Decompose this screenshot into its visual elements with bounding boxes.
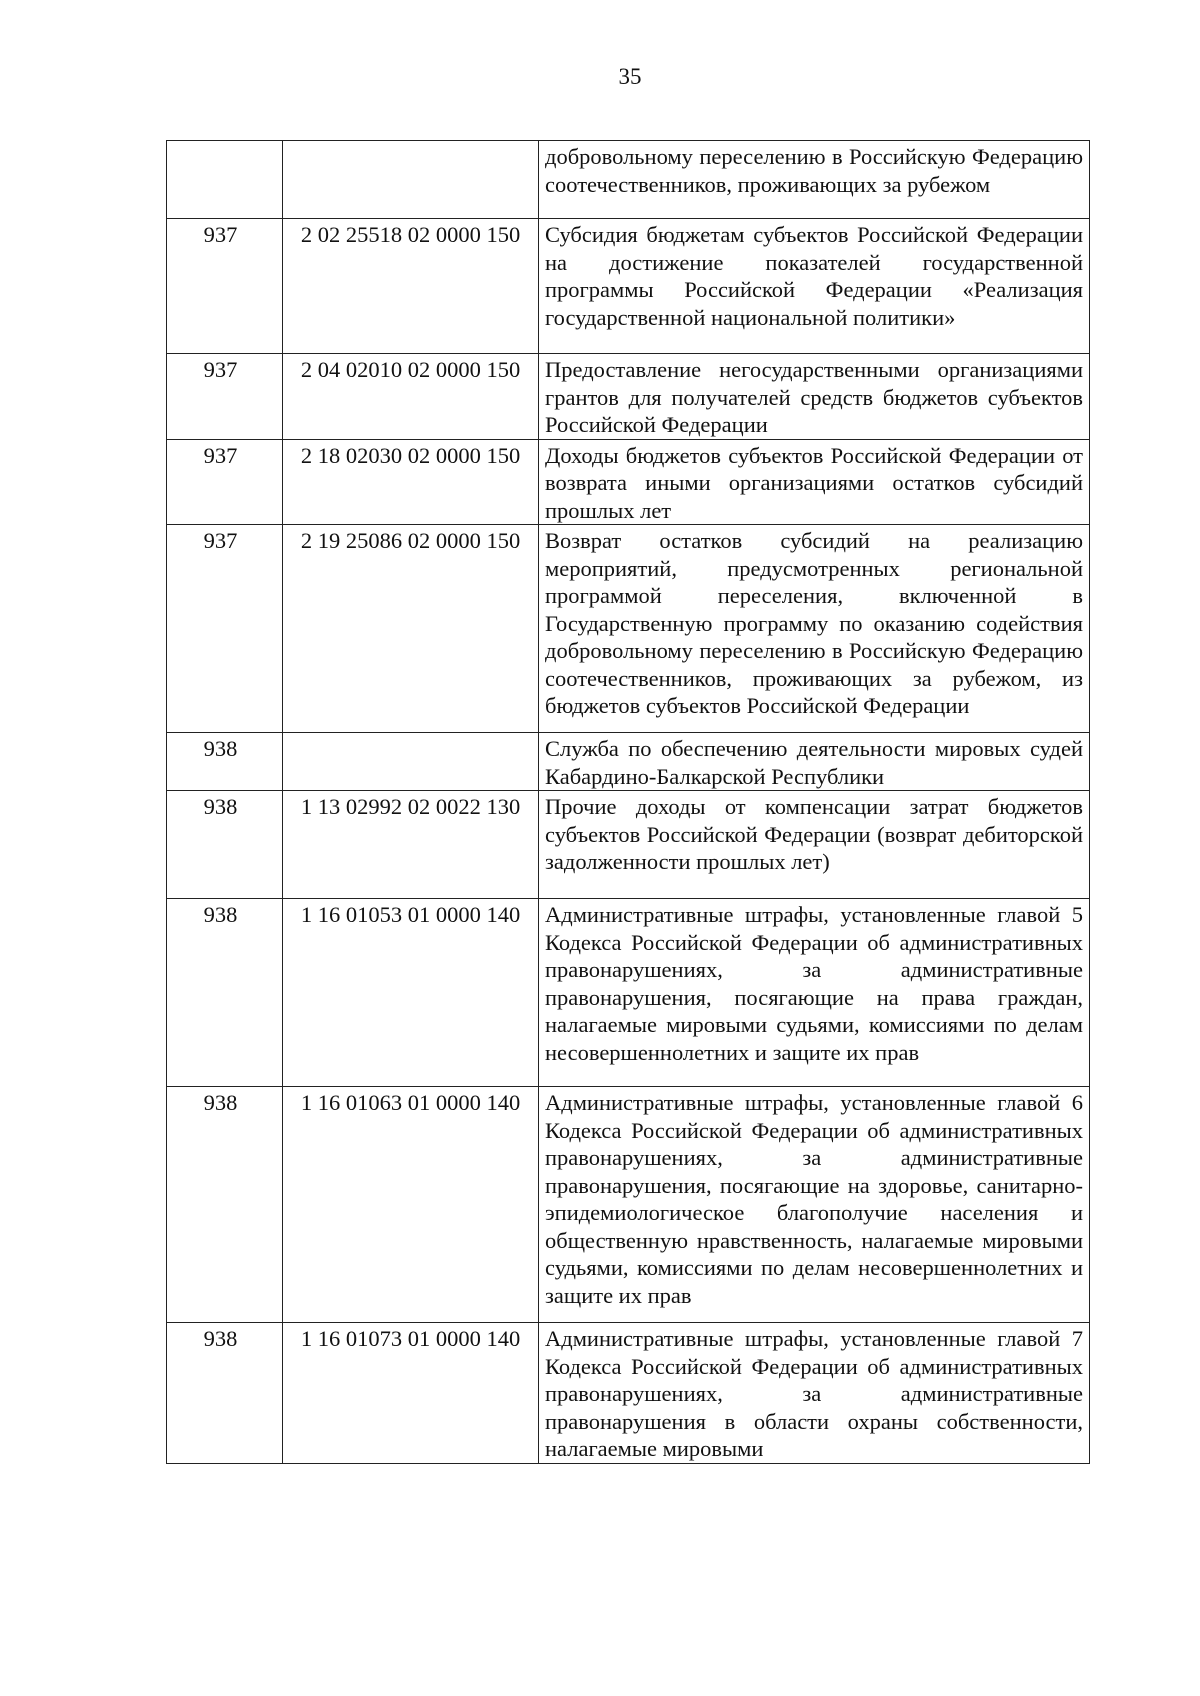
budget-code-cell: 2 02 25518 02 0000 150 (283, 219, 539, 354)
description-cell (539, 733, 1090, 791)
description-cell (539, 899, 1090, 1087)
budget-code-cell: 1 13 02992 02 0022 130 (283, 791, 539, 899)
administrator-code-cell: 938 (167, 1087, 283, 1323)
description-cell (539, 219, 1090, 354)
description-text: Субсидия бюджетам субъектов Российской Федерации на достижение показателей государственной программы Российской Федерации «Реализация государственной национальной политики» (545, 222, 1083, 330)
description-text: Административные штрафы, установленные главой 5 Кодекса Российской Федерации об административных правонарушениях, за административные правонарушения, посягающие на права граждан, налагаемые мировыми судьями, комиссиями по делам несовершеннолетних и защите их прав (545, 902, 1083, 1065)
administrator-code-cell: 937 (167, 219, 283, 354)
description-text: Предоставление негосударственными организациями грантов для получателей средств бюджетов субъектов Российской Федерации (545, 357, 1083, 437)
table-row (167, 525, 1090, 733)
budget-code-cell (283, 733, 539, 791)
description-text: Служба по обеспечению деятельности мировых судей Кабардино-Балкарской Республики (545, 736, 1083, 789)
budget-code-cell (283, 141, 539, 219)
table-row (167, 791, 1090, 899)
description-text: Административные штрафы, установленные главой 6 Кодекса Российской Федерации об административных правонарушениях, за административные правонарушения, посягающие на здоровье, санитарно-эпидемиологическое благополучие населения и общественную нравственность, налагаемые мировыми судьями, комиссиями по делам несовершеннолетних и защите их прав (545, 1090, 1083, 1308)
table-row (167, 219, 1090, 354)
description-text: добровольному переселению в Российскую Федерацию соотечественников, проживающих за рубежом (545, 144, 1083, 197)
administrator-code-cell: 938 (167, 1323, 283, 1464)
revenue-codes-table (166, 140, 1090, 1464)
description-cell (539, 525, 1090, 733)
table-row (167, 733, 1090, 791)
description-cell (539, 1323, 1090, 1464)
description-cell (539, 354, 1090, 440)
table-row (167, 354, 1090, 440)
table-row (167, 141, 1090, 219)
budget-code-cell: 1 16 01063 01 0000 140 (283, 1087, 539, 1323)
budget-code-cell: 2 04 02010 02 0000 150 (283, 354, 539, 440)
administrator-code-cell: 937 (167, 525, 283, 733)
description-text: Прочие доходы от компенсации затрат бюджетов субъектов Российской Федерации (возврат дебиторской задолженности прошлых лет) (545, 794, 1083, 874)
administrator-code-cell: 938 (167, 791, 283, 899)
administrator-code-cell (167, 141, 283, 219)
table-row (167, 899, 1090, 1087)
description-text: Возврат остатков субсидий на реализацию мероприятий, предусмотренных региональной программой переселения, включенной в Государственную программу по оказанию содействия добровольному переселению в Российскую Федерацию соотечественников, проживающих за рубежом, из бюджетов субъектов Российской Федерации (545, 528, 1083, 718)
description-cell (539, 1087, 1090, 1323)
administrator-code-cell: 937 (167, 354, 283, 440)
table-row (167, 1087, 1090, 1323)
administrator-code-cell: 938 (167, 899, 283, 1087)
budget-code-cell: 1 16 01073 01 0000 140 (283, 1323, 539, 1464)
page-number: 35 (618, 64, 642, 89)
description-text: Административные штрафы, установленные главой 7 Кодекса Российской Федерации об административных правонарушениях, за административные правонарушения в области охраны собственности, налагаемые мировыми (545, 1326, 1083, 1461)
description-cell (539, 141, 1090, 219)
budget-code-cell: 2 19 25086 02 0000 150 (283, 525, 539, 733)
description-cell (539, 791, 1090, 899)
table-row (167, 1323, 1090, 1464)
budget-code-cell: 1 16 01053 01 0000 140 (283, 899, 539, 1087)
budget-code-cell: 2 18 02030 02 0000 150 (283, 439, 539, 525)
description-text: Доходы бюджетов субъектов Российской Федерации от возврата иными организациями остатков субсидий прошлых лет (545, 442, 1083, 523)
description-cell (539, 439, 1090, 525)
table-row (167, 439, 1090, 525)
administrator-code-cell: 938 (167, 733, 283, 791)
administrator-code-cell: 937 (167, 439, 283, 525)
